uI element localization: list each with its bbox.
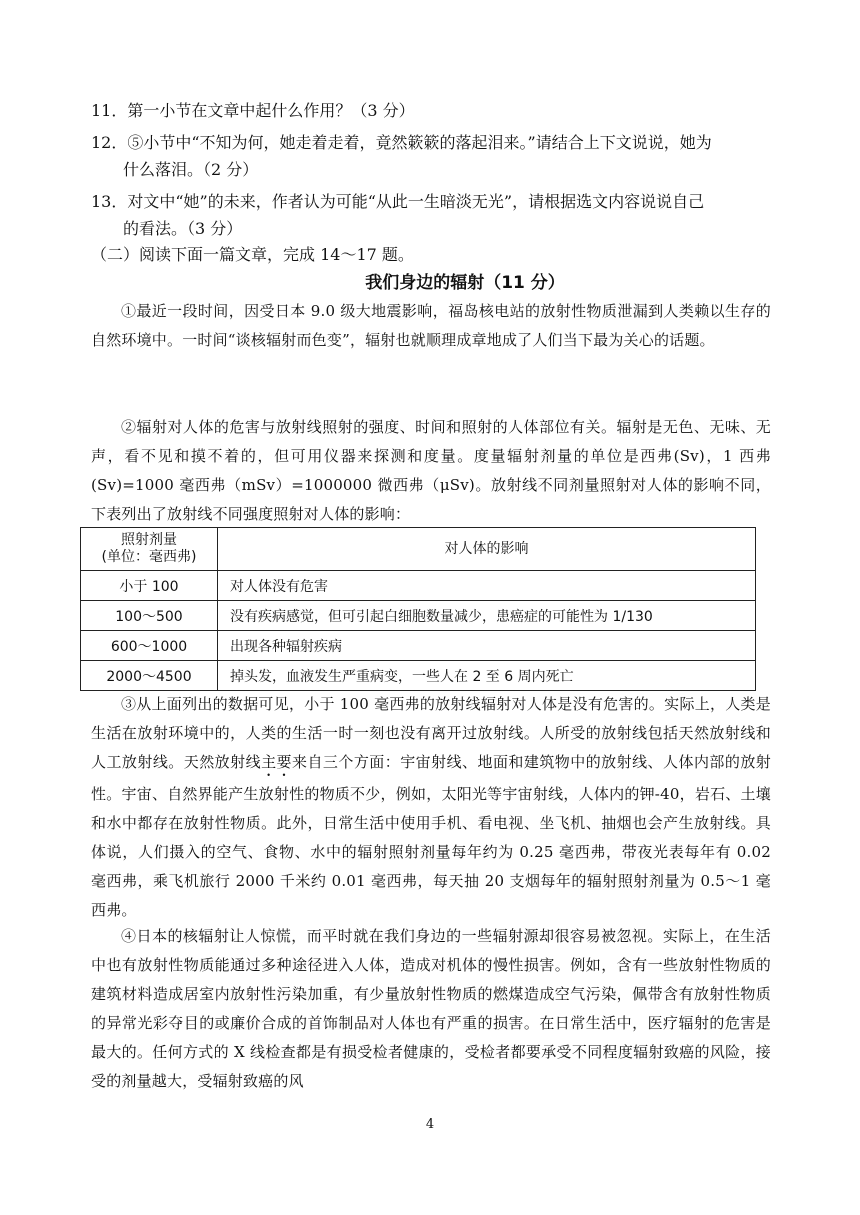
paragraph-3 (91, 690, 771, 925)
table-header-row (81, 528, 756, 571)
page-number: 4 (425, 1117, 435, 1132)
table-cell-effect: 没有疾病感觉，但可引起白细胞数量减少，患癌症的可能性为 1/130 (218, 601, 756, 631)
question-13: 13．对文中“她”的未来，作者认为可能“从此一生暗淡无光”，请根据选文内容说说自己 (91, 192, 705, 211)
paragraph-3-emphasis: 主要 (261, 753, 292, 771)
table-row (81, 571, 756, 601)
table-cell-dose: 600～1000 (81, 631, 218, 661)
table-cell-dose: 2000～4500 (81, 661, 218, 691)
paragraph-3-part-2: 来自三个方面：宇宙射线、地面和建筑物中的放射线、人体内部的放射性。宇宙、自然界能产生放射性的物质不少，例如，太阳光等宇宙射线，人体内的钾-40，岩石、土壤和水中都存在放射性物质。此外，日常生活中使用手机、看电视、坐飞机、抽烟也会产生放射线。具体说，人们摄入的空气、食物、水中的辐射照射剂量每年约为 0.25 毫西弗，带夜光表每年有 0.02 毫西弗，乘飞机旅行 2000 千米约 0.01 毫西弗，每天抽 20 支烟每年的辐射照射剂量为 0.5～1 毫西弗。 (91, 753, 771, 919)
paragraph-4: ④日本的核辐射让人惊慌，而平时就在我们身边的一些辐射源却很容易被忽视。实际上，在生活中也有放射性物质能通过多种途径进入人体，造成对机体的慢性损害。例如，含有一些放射性物质的建筑材料造成居室内放射性污染加重，有少量放射性物质的燃煤造成空气污染，佩带含有放射性物质的异常光彩夺目的或廉价合成的首饰制品对人体也有严重的损害。在日常生活中，医疗辐射的危害是最大的。任何方式的 X 线检查都是有损受检者健康的，受检者都要承受不同程度辐射致癌的风险，接受的剂量越大，受辐射致癌的风 (91, 927, 771, 1090)
table-cell-effect: 对人体没有危害 (218, 571, 756, 601)
question-11: 11．第一小节在文章中起什么作用？（3 分） (91, 101, 415, 120)
table-cell-dose: 小于 100 (81, 571, 218, 601)
header-dose-line1: 照射剂量 (121, 532, 177, 548)
paragraph-3-part-1: ③从上面列出的数据可见，小于 100 毫西弗的放射线辐射对人体是没有危害的。实际上，人类是生活在放射环境中的，人类的生活一时一刻也没有离开过放射线。人所受的放射线包括天然放射线和人工放射线。天然放射线 (91, 695, 771, 771)
article-title: 我们身边的辐射（11 分） (365, 273, 565, 293)
section-intro: （二）阅读下面一篇文章，完成 14～17 题。 (91, 245, 414, 264)
table-header-effect: 对人体的影响 (218, 528, 756, 571)
table-cell-effect: 出现各种辐射疾病 (218, 631, 756, 661)
table-row (81, 631, 756, 661)
table-header-dose (81, 528, 218, 571)
question-12-continuation: 什么落泪。（2 分） (123, 160, 259, 179)
question-12: 12．⑤小节中“不知为何，她走着走着，竟然簌簌的落起泪来。”请结合上下文说说，她为 (91, 133, 712, 152)
table-cell-dose: 100～500 (81, 601, 218, 631)
paragraph-1: ①最近一段时间，因受日本 9.0 级大地震影响，福岛核电站的放射性物质泄漏到人类赖以生存的自然环境中。一时间“谈核辐射而色变”，辐射也就顺理成章地成了人们当下最为关心的话题。 (91, 302, 771, 349)
header-dose-line2: (单位：毫西弗) (101, 549, 197, 565)
table-cell-effect: 掉头发，血液发生严重病变，一些人在 2 至 6 周内死亡 (218, 661, 756, 691)
question-13-continuation: 的看法。（3 分） (123, 219, 243, 238)
paragraph-2: ②辐射对人体的危害与放射线照射的强度、时间和照射的人体部位有关。辐射是无色、无味、无声，看不见和摸不着的，但可用仪器来探测和度量。度量辐射剂量的单位是西弗(Sv)，1 西弗(Sv)=1000 毫西弗（mSv）=1000000 微西弗（μSv)。放射线不同剂量照射对人体的影响不同，下表列出了放射线不同强度照射对人体的影响： (91, 418, 771, 523)
table-row (81, 661, 756, 691)
table-row (81, 601, 756, 631)
dose-effect-table (80, 527, 756, 691)
